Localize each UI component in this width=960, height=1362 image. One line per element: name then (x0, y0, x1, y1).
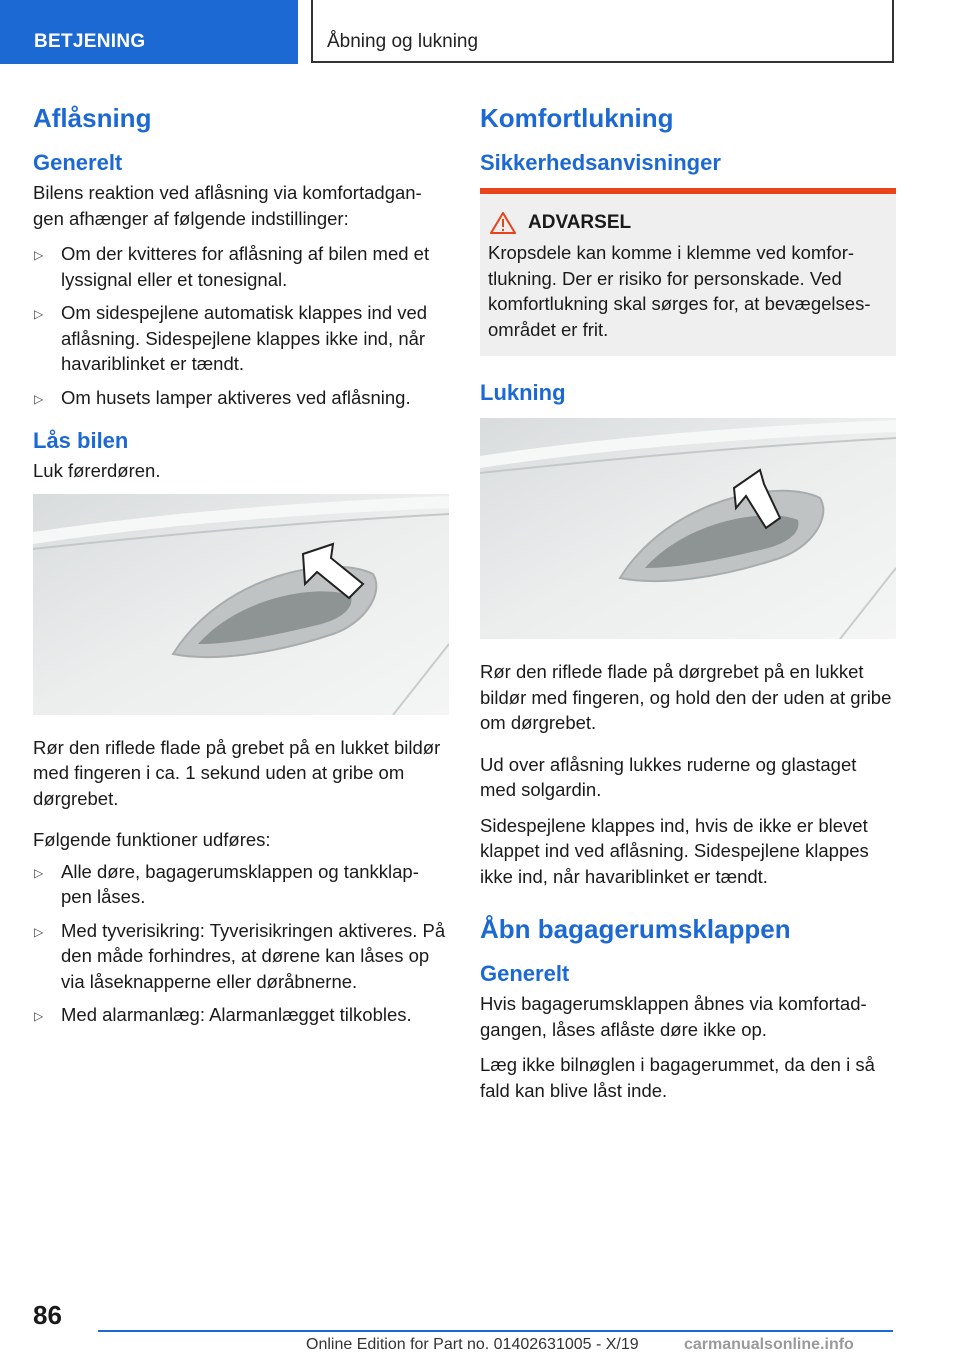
left-column (33, 100, 449, 1044)
warning-triangle-icon (490, 212, 516, 234)
triangle-right-icon: ▷ (34, 248, 44, 262)
watermark: carmanualsonline.info (684, 1336, 854, 1353)
warning-title (488, 210, 888, 236)
footer-divider (98, 1330, 893, 1332)
right-column (480, 100, 896, 1113)
list-item: ▷ Om husets lamper aktiveres ved aflåsning. (33, 385, 449, 411)
paragraph-laas-instruction: Rør den riflede flade på grebet på en lukket bildør med fingeren i ca. 1 sekund uden at gribe om dørgrebet. (33, 736, 441, 809)
section-title-aflaasning: Aflåsning (33, 103, 152, 133)
bullet-list-functions (33, 859, 449, 1028)
paragraph-lukning-instruction: Rør den riflede flade på dørgrebet på en lukket bildør med fingeren, og hold den der uden at gribe om dørgrebet. (480, 661, 892, 733)
section-title-aabn-bagagerumsklappen: Åbn bagagerumsklappen (480, 914, 791, 944)
paragraph-luk-foererdoeren: Luk førerdøren. (33, 460, 161, 481)
header-chapter-box (311, 0, 894, 63)
paragraph-generelt-intro: Bilens reaktion ved aflåsning via komfortadgan-gen afhænger af følgende indstillinger: (33, 182, 422, 229)
list-item: ▷ Med alarmanlæg: Alarmanlægget tilkobles. (33, 1002, 449, 1028)
triangle-right-icon: ▷ (34, 1009, 44, 1023)
subheading-generelt-aabn: Generelt (480, 961, 570, 986)
warning-box (480, 188, 896, 356)
triangle-right-icon: ▷ (34, 307, 44, 321)
list-item: ▷ Med tyverisikring: Tyverisikringen aktiveres. På den måde forhindres, at dørene kan låses op via låseknapperne eller døråbnerne. (34, 919, 446, 992)
header-chapter-label: Åbning og lukning (327, 31, 479, 52)
paragraph-lukning-windows: Ud over aflåsning lukkes ruderne og glastaget med solgardin. (480, 753, 857, 800)
header-section-tab (0, 0, 298, 64)
paragraph-functions-intro: Følgende funktioner udføres: (33, 829, 271, 850)
warning-text: Kropsdele kan komme i klemme ved komfor-tlukning. Der er risiko for personskade. Ved komfortlukning skal sørges for, at bevægelses-området er frit. (488, 242, 871, 340)
subheading-generelt: Generelt (33, 150, 123, 175)
door-handle-illustration (480, 418, 896, 639)
subheading-sikkerhedsanvisninger: Sikkerhedsanvisninger (480, 150, 721, 175)
triangle-right-icon: ▷ (34, 391, 44, 406)
subheading-lukning: Lukning (480, 380, 566, 405)
section-title-komfortlukning: Komfortlukning (480, 103, 674, 133)
triangle-right-icon: ▷ (34, 924, 44, 939)
paragraph-aabn-text1: Hvis bagagerumsklappen åbnes via komfortad-gangen, låses aflåste døre ikke op. (480, 993, 867, 1040)
list-item: ▷ Om der kvitteres for aflåsning af bilen med et lyssignal eller et tonesignal. (34, 243, 430, 290)
paragraph-aabn-text2: Læg ikke bilnøglen i bagagerummet, da den i så fald kan blive låst inde. (480, 1054, 875, 1101)
paragraph-lukning-mirrors: Sidespejlene klappes ind, hvis de ikke er blevet klappet ind ved aflåsning. Sidespejlene klappes ikke ind, når havariblinket er tændt. (480, 814, 869, 887)
triangle-right-icon: ▷ (34, 865, 44, 880)
footer-edition-text: Online Edition for Part no. 01402631005 - X/19 (306, 1336, 639, 1353)
bullet-list-settings (33, 241, 449, 410)
subheading-laas-bilen: Lås bilen (33, 428, 129, 453)
door-handle-illustration (33, 494, 449, 715)
list-item: ▷ Alle døre, bagagerumsklappen og tankklap-pen låses. (34, 860, 419, 907)
list-item: ▷ Om sidespejlene automatisk klappes ind ved aflåsning. Sidespejlene klappes ikke ind, når havariblinket er tændt. (34, 302, 428, 374)
page-number: 86 (33, 1300, 62, 1330)
warning-label: ADVARSEL (528, 212, 632, 233)
header-section-label: BETJENING (34, 31, 146, 52)
